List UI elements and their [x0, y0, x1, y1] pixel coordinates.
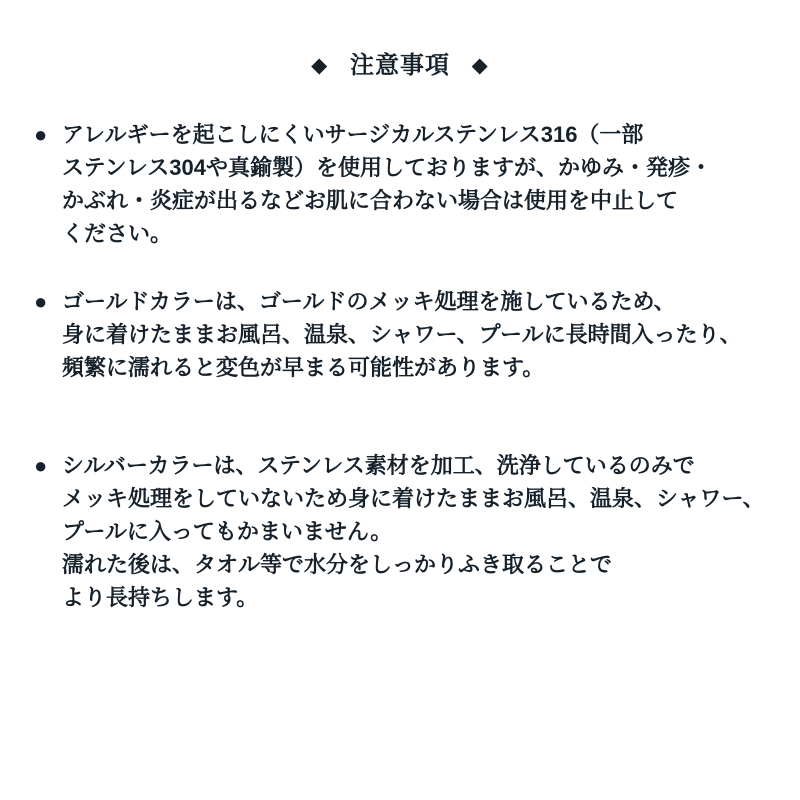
- note-line: ゴールドカラーは、ゴールドのメッキ処理を施しているため、: [62, 289, 676, 314]
- note-line: シルバーカラーは、ステンレス素材を加工、洗浄しているのみで: [62, 453, 695, 478]
- diamond-icon-right: ◆: [471, 54, 489, 77]
- note-line: 濡れた後は、タオル等で水分をしっかりふき取ることで: [62, 552, 613, 577]
- note-allergy-material: [0, 118, 800, 250]
- note-line: ステンレス304や真鍮製）を使用しておりますが、かゆみ・発疹・: [62, 155, 712, 180]
- note-line: 頻繁に濡れると変色が早まる可能性があります。: [62, 355, 545, 380]
- bullet-icon: ●: [34, 453, 48, 478]
- note-line: 身に着けたままお風呂、温泉、シャワー、プールに長時間入ったり、: [62, 322, 742, 347]
- bullet-icon: ●: [34, 122, 48, 147]
- page-title: [0, 50, 800, 82]
- bullet-icon: ●: [34, 289, 48, 314]
- note-line: メッキ処理をしていないため身に着けたままお風呂、温泉、シャワー、: [62, 486, 765, 511]
- note-line: かぶれ・炎症が出るなどお肌に合わない場合は使用を中止して: [62, 188, 679, 213]
- note-line: アレルギーを起こしにくいサージカルステンレス316（一部: [62, 122, 644, 147]
- diamond-icon-left: ◆: [311, 54, 329, 77]
- note-line: プールに入ってもかまいません。: [62, 519, 393, 544]
- note-line: より長持ちします。: [62, 585, 259, 610]
- page-title-text: 注意事項: [350, 52, 450, 79]
- note-gold-color-care: [0, 285, 800, 384]
- note-line: ください。: [62, 221, 173, 246]
- note-silver-color-care: [0, 449, 800, 614]
